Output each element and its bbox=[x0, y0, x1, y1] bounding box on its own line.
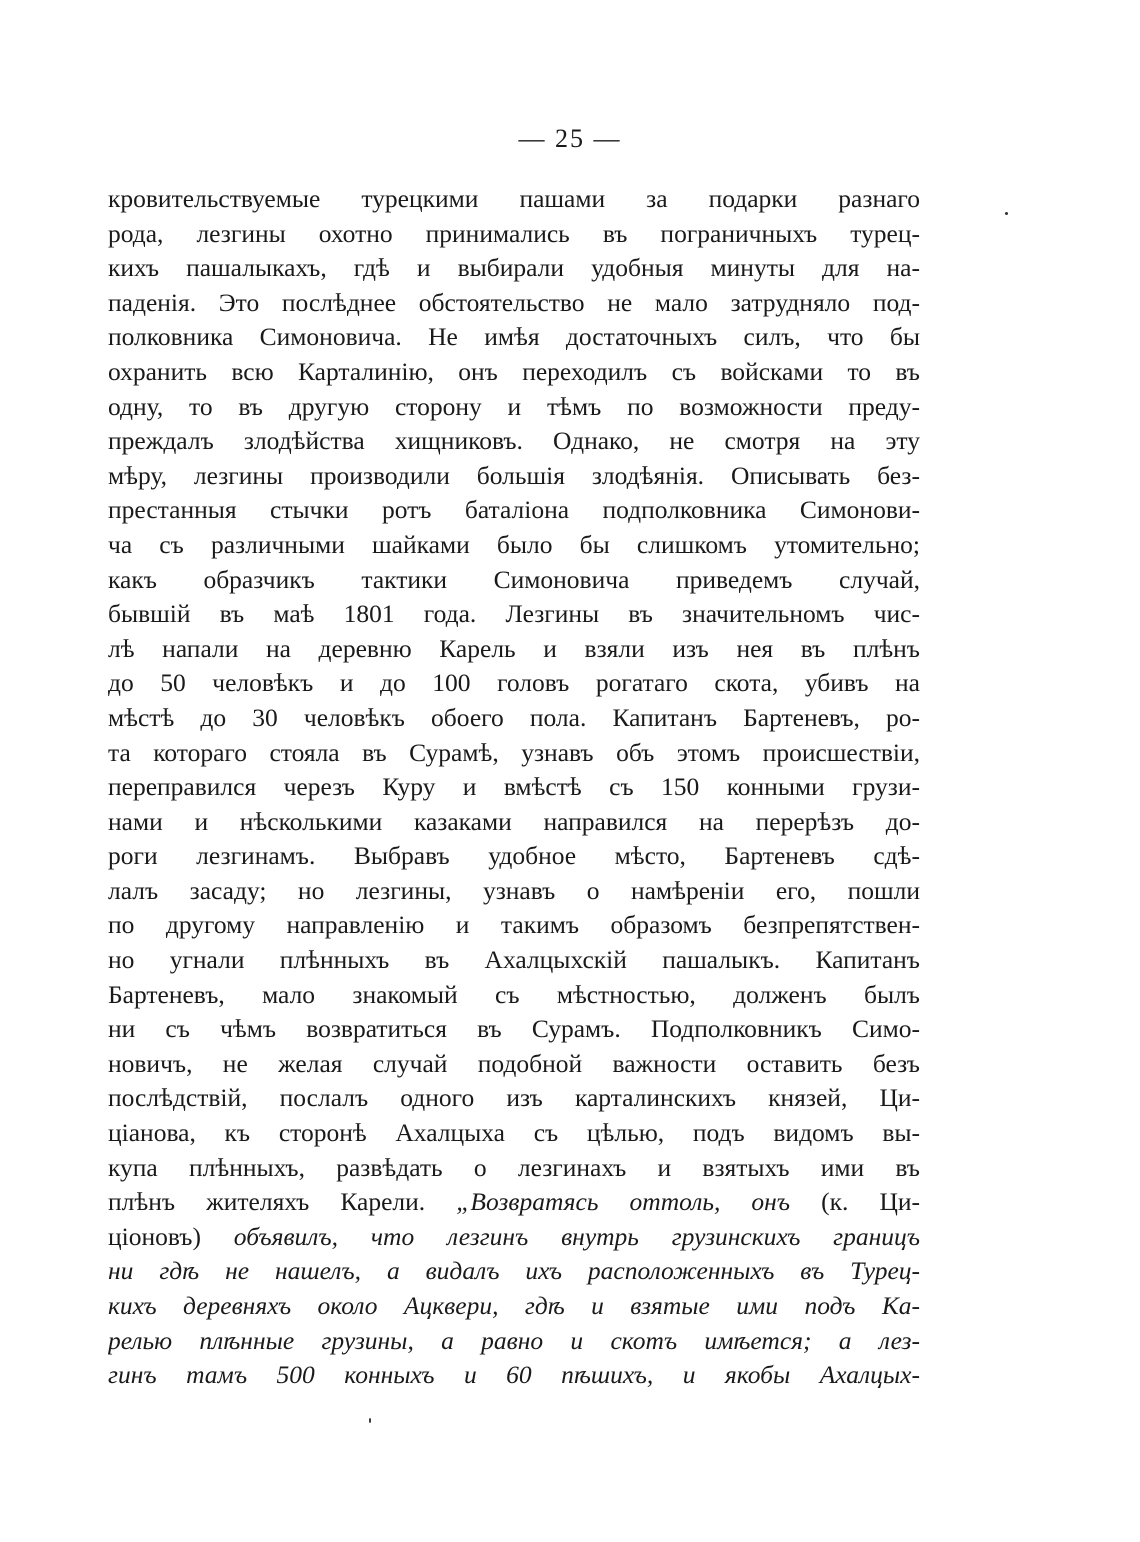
text-line: паденія. Это послѣднее обстоятельство не мало затрудняло под- bbox=[108, 287, 920, 317]
scan-speck bbox=[1005, 212, 1008, 215]
quote-run: объявилъ, что лезгинъ внутрь грузинскихъ границъ bbox=[233, 1221, 920, 1251]
text-line: роги лезгинамъ. Выбравъ удобное мѣсто, Бартеневъ сдѣ- bbox=[108, 841, 920, 871]
text-line: охранить всю Карталинію, онъ переходилъ съ войсками то въ bbox=[108, 356, 920, 386]
text-line: кровительствуемые турецкими пашами за подарки разнаго bbox=[108, 184, 920, 213]
text-line: какъ образчикъ тактики Симоновича приведемъ случай, bbox=[108, 564, 920, 594]
scan-speck bbox=[369, 1418, 371, 1423]
quote-line: гинъ тамъ 500 конныхъ и 60 пѣшихъ, и якобы Ахалцых- bbox=[108, 1360, 920, 1390]
text-run: плѣнъ жителяхъ Карели. bbox=[108, 1187, 457, 1217]
text-line: ціанова, къ сторонѣ Ахалцыха съ цѣлью, подъ видомъ вы- bbox=[108, 1118, 920, 1148]
text-line: бывшій въ маѣ 1801 года. Лезгины въ значительномъ чис- bbox=[108, 599, 920, 629]
text-line: по другому направленію и такимъ образомъ безпрепятствен- bbox=[108, 910, 920, 940]
text-line: лѣ напали на деревню Карель и взяли изъ нея въ плѣнъ bbox=[108, 633, 920, 663]
text-line: одну, то въ другую сторону и тѣмъ по возможности преду- bbox=[108, 391, 920, 421]
text-line-mixed bbox=[108, 1185, 920, 1220]
text-line: престанныя стычки ротъ баталіона подполковника Симонови- bbox=[108, 495, 920, 525]
quote-line: ни гдѣ не нашелъ, а видалъ ихъ расположенныхъ въ Турец- bbox=[108, 1256, 920, 1286]
text-line: но угнали плѣнныхъ въ Ахалцыхскій пашалыкъ. Капитанъ bbox=[108, 945, 920, 975]
text-line-mixed bbox=[108, 1220, 920, 1255]
text-line: рода, лезгины охотно принимались въ пограничныхъ турец- bbox=[108, 218, 920, 248]
text-line: до 50 человѣкъ и до 100 головъ рогатаго скота, убивъ на bbox=[108, 668, 920, 698]
text-run: (к. Ци- bbox=[790, 1187, 920, 1217]
text-line: ча съ различными шайками было бы слишкомъ утомительно; bbox=[108, 529, 920, 559]
page-number: — 25 — bbox=[518, 124, 622, 153]
text-line: лалъ засаду; но лезгины, узнавъ о намѣреніи его, пошли bbox=[108, 875, 920, 905]
text-line: купа плѣнныхъ, развѣдать о лезгинахъ и взятыхъ ими въ bbox=[108, 1152, 920, 1182]
text-line: нами и нѣсколькими казаками направился на перерѣзъ до- bbox=[108, 806, 920, 836]
text-line: новичъ, не желая случай подобной важности оставить безъ bbox=[108, 1048, 920, 1078]
quote-line: релью плѣнные грузины, а равно и скотъ имѣется; а лез- bbox=[108, 1325, 920, 1355]
text-line: переправился черезъ Куру и вмѣстѣ съ 150 конными грузи- bbox=[108, 772, 920, 802]
body-text bbox=[108, 182, 920, 1393]
text-line: мѣстѣ до 30 человѣкъ обоего пола. Капитанъ Бартеневъ, ро- bbox=[108, 702, 920, 732]
text-line: мѣру, лезгины производили большія злодѣянія. Описывать без- bbox=[108, 460, 920, 490]
text-line: полковника Симоновича. Не имѣя достаточныхъ силъ, что бы bbox=[108, 322, 920, 352]
text-line: преждалъ злодѣйства хищниковъ. Однако, не смотря на эту bbox=[108, 426, 920, 456]
text-line: ни съ чѣмъ возвратиться въ Сурамъ. Подполковникъ Симо- bbox=[108, 1014, 920, 1044]
text-line: кихъ пашалыкахъ, гдѣ и выбирали удобныя минуты для на- bbox=[108, 253, 920, 283]
text-run: ціоновъ) bbox=[108, 1221, 234, 1251]
quote-run: „Возвратясь оттоль, онъ bbox=[456, 1187, 791, 1217]
quote-line: кихъ деревняхъ около Ацквери, гдѣ и взятые ими подъ Ка- bbox=[108, 1291, 920, 1320]
text-line: Бартеневъ, мало знакомый съ мѣстностью, долженъ былъ bbox=[108, 979, 920, 1009]
text-line: та котораго стояла въ Сурамѣ, узнавъ объ этомъ происшествіи, bbox=[108, 737, 920, 767]
text-line: послѣдствій, послалъ одного изъ карталинскихъ князей, Ци- bbox=[108, 1083, 920, 1113]
